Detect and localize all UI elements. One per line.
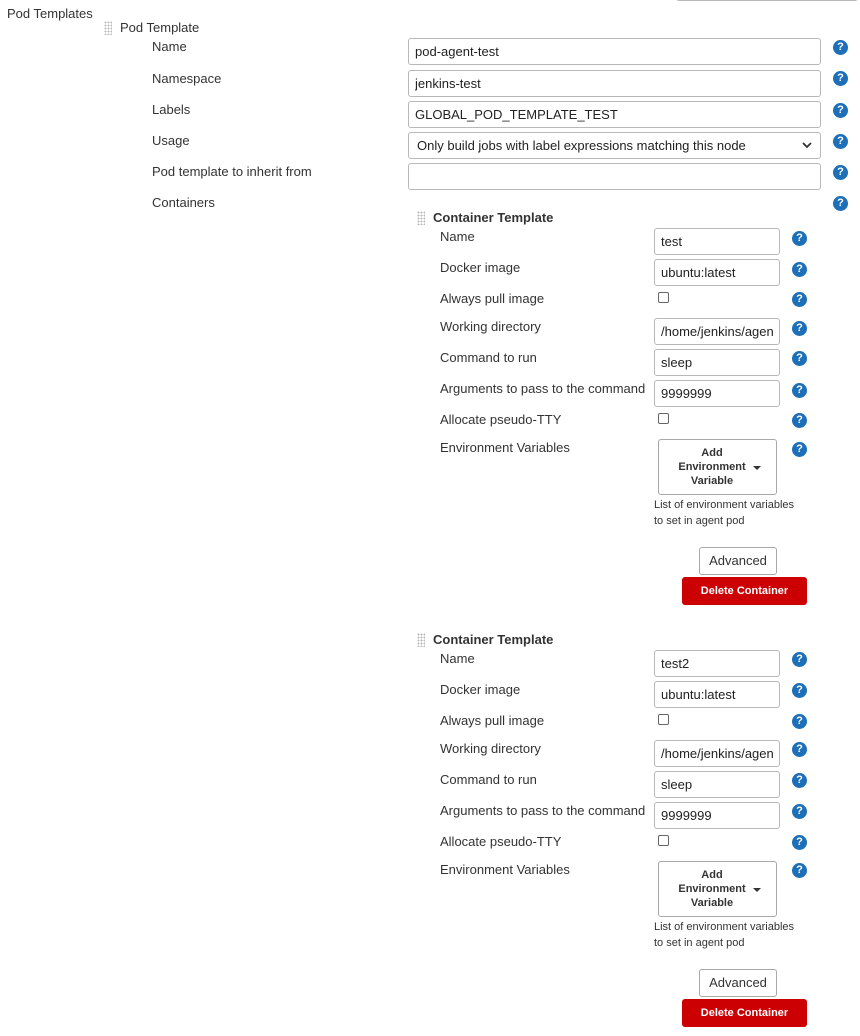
working-dir-label: Working directory	[440, 741, 541, 756]
name-label: Name	[152, 39, 187, 54]
container-header: Container Template	[433, 632, 554, 647]
pod-template-header: Pod Template	[120, 20, 200, 35]
pod-name-input[interactable]	[408, 38, 821, 65]
usage-selected-value: Only build jobs with label expressions matching this node	[417, 138, 746, 153]
inherit-input[interactable]	[408, 163, 821, 190]
usage-select[interactable]	[408, 132, 821, 159]
docker-image-input[interactable]	[654, 259, 780, 286]
container-name-input[interactable]	[654, 228, 780, 255]
container-name-input[interactable]	[654, 650, 780, 677]
docker-image-label: Docker image	[440, 682, 521, 697]
env-vars-note: List of environment variables to set in agent pod	[654, 499, 795, 527]
chevron-down-icon	[800, 138, 814, 152]
drag-handle-icon[interactable]	[104, 21, 112, 35]
tty-checkbox[interactable]	[658, 413, 669, 424]
help-icon[interactable]: ?	[792, 383, 807, 398]
add-env-var-button[interactable]	[658, 861, 777, 917]
help-icon[interactable]: ?	[792, 351, 807, 366]
help-icon[interactable]: ?	[833, 103, 848, 118]
help-icon[interactable]: ?	[792, 773, 807, 788]
add-env-var-label: Add Environment Variable	[678, 869, 746, 909]
delete-container-button[interactable]: Delete Container	[682, 999, 807, 1027]
namespace-label: Namespace	[152, 71, 222, 86]
help-icon[interactable]: ?	[792, 835, 807, 850]
help-icon[interactable]: ?	[792, 683, 807, 698]
advanced-button[interactable]: Advanced	[699, 547, 777, 575]
previous-field-edge	[676, 0, 858, 1]
container-header: Container Template	[433, 210, 554, 225]
containers-label: Containers	[152, 195, 215, 210]
always-pull-label: Always pull image	[440, 291, 545, 306]
arguments-input[interactable]	[654, 380, 780, 407]
help-icon[interactable]: ?	[792, 863, 807, 878]
caret-down-icon	[753, 888, 761, 892]
tty-label: Allocate pseudo-TTY	[440, 834, 562, 849]
usage-label: Usage	[152, 133, 190, 148]
help-icon[interactable]: ?	[792, 292, 807, 307]
docker-image-input[interactable]	[654, 681, 780, 708]
labels-input[interactable]	[408, 101, 821, 128]
section-title: Pod Templates	[7, 6, 93, 21]
help-icon[interactable]: ?	[792, 714, 807, 729]
docker-image-label: Docker image	[440, 260, 521, 275]
help-icon[interactable]: ?	[792, 231, 807, 246]
labels-label: Labels	[152, 102, 191, 117]
help-icon[interactable]: ?	[792, 413, 807, 428]
add-env-var-button[interactable]	[658, 439, 777, 495]
help-icon[interactable]: ?	[833, 165, 848, 180]
drag-handle-icon[interactable]	[417, 211, 425, 225]
inherit-label: Pod template to inherit from	[152, 164, 312, 179]
help-icon[interactable]: ?	[833, 71, 848, 86]
delete-container-button[interactable]: Delete Container	[682, 577, 807, 605]
env-vars-note: List of environment variables to set in agent pod	[654, 921, 795, 949]
container-name-label: Name	[440, 651, 475, 666]
always-pull-label: Always pull image	[440, 713, 545, 728]
command-input[interactable]	[654, 349, 780, 376]
help-icon[interactable]: ?	[833, 40, 848, 55]
tty-label: Allocate pseudo-TTY	[440, 412, 562, 427]
container-name-label: Name	[440, 229, 475, 244]
always-pull-checkbox[interactable]	[658, 714, 669, 725]
env-vars-label: Environment Variables	[440, 862, 570, 877]
working-dir-input[interactable]	[654, 318, 780, 345]
command-label: Command to run	[440, 772, 537, 787]
env-vars-label: Environment Variables	[440, 440, 570, 455]
help-icon[interactable]: ?	[792, 262, 807, 277]
command-label: Command to run	[440, 350, 537, 365]
arguments-input[interactable]	[654, 802, 780, 829]
tty-checkbox[interactable]	[658, 835, 669, 846]
help-icon[interactable]: ?	[792, 804, 807, 819]
help-icon[interactable]: ?	[792, 321, 807, 336]
help-icon[interactable]: ?	[792, 742, 807, 757]
help-icon[interactable]: ?	[792, 652, 807, 667]
working-dir-input[interactable]	[654, 740, 780, 767]
namespace-input[interactable]	[408, 70, 821, 97]
arguments-label: Arguments to pass to the command	[440, 381, 646, 396]
help-icon[interactable]: ?	[833, 196, 848, 211]
working-dir-label: Working directory	[440, 319, 541, 334]
drag-handle-icon[interactable]	[417, 633, 425, 647]
advanced-button[interactable]: Advanced	[699, 969, 777, 997]
help-icon[interactable]: ?	[792, 442, 807, 457]
command-input[interactable]	[654, 771, 780, 798]
always-pull-checkbox[interactable]	[658, 292, 669, 303]
add-env-var-label: Add Environment Variable	[678, 447, 746, 487]
help-icon[interactable]: ?	[833, 134, 848, 149]
caret-down-icon	[753, 466, 761, 470]
arguments-label: Arguments to pass to the command	[440, 803, 646, 818]
